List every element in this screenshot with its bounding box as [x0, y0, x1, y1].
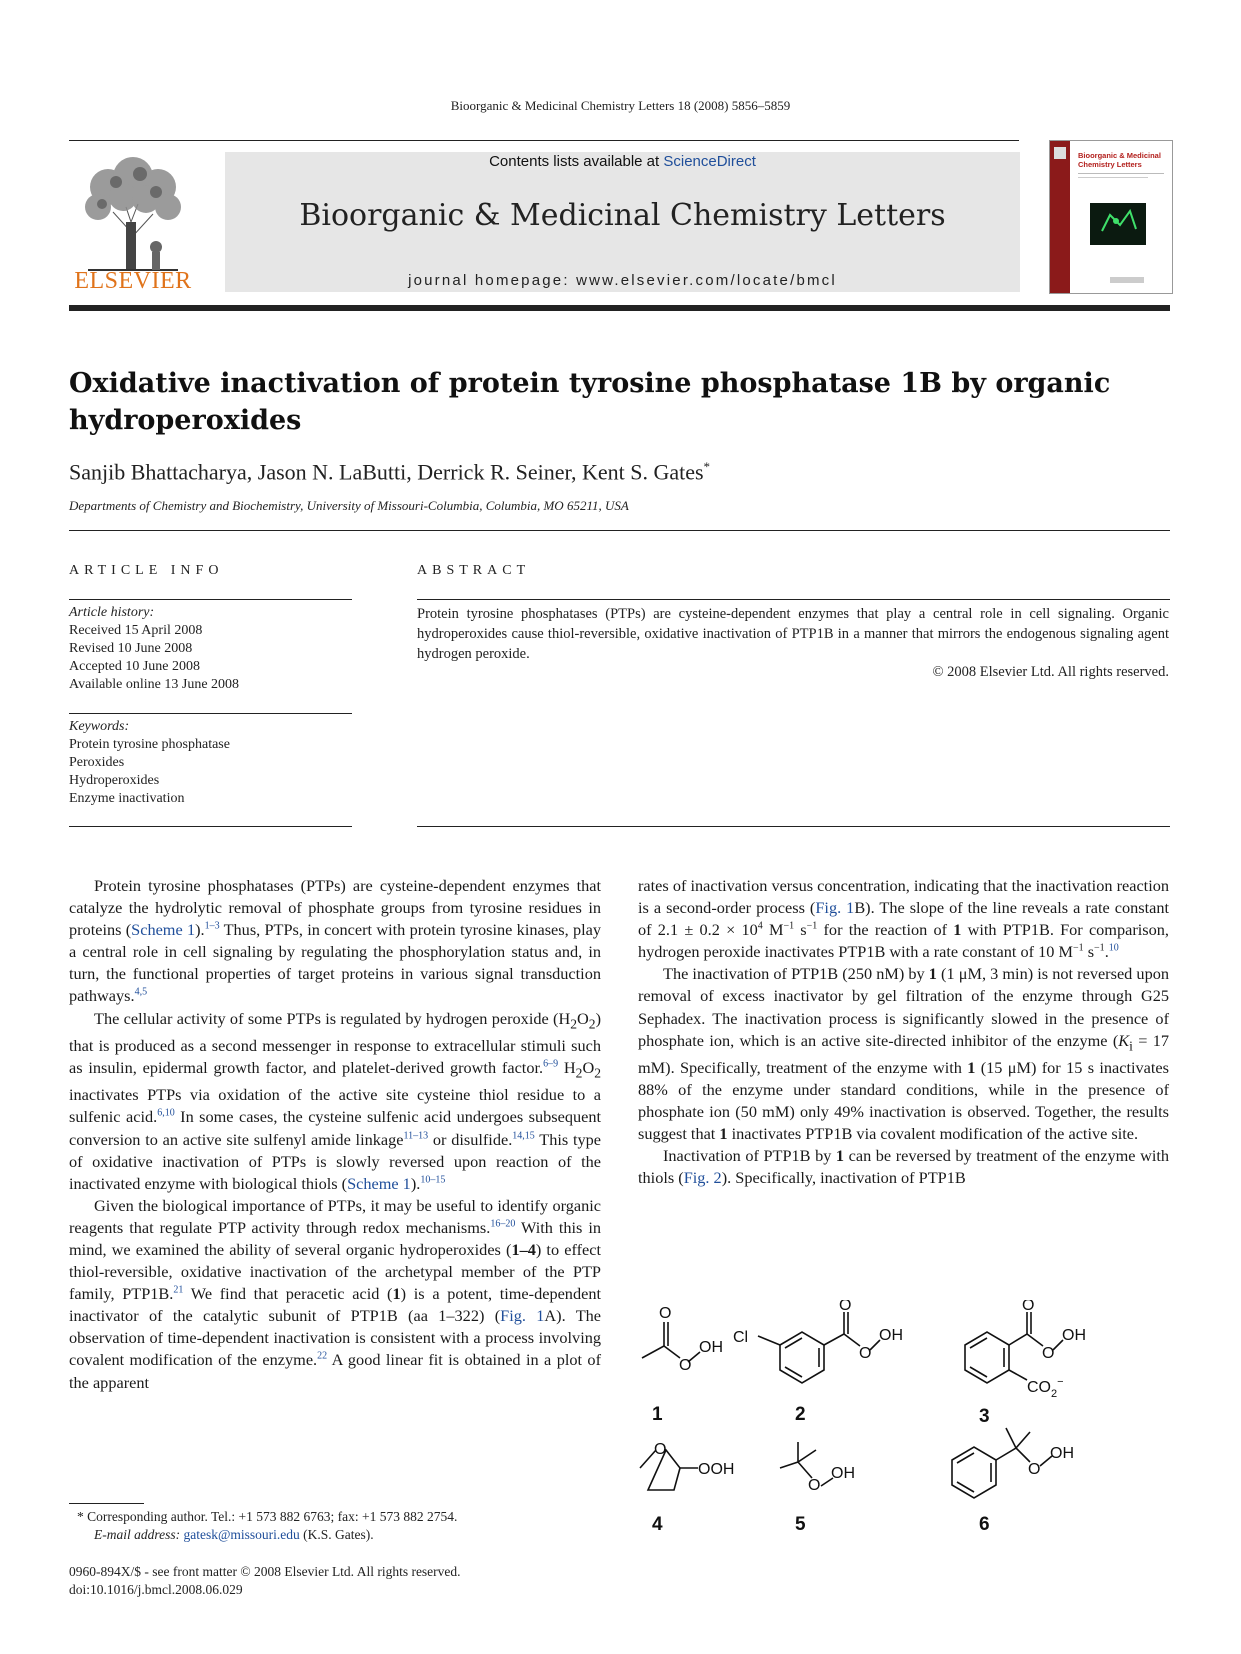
citation-ref[interactable]: 14,15 — [512, 1130, 535, 1142]
structures-svg — [630, 1300, 1190, 1560]
subscript: 2 — [570, 1015, 578, 1031]
paragraph — [69, 1008, 601, 1195]
text-run: With this in mind, we examined the ability of several organic hydroperoxides ( — [69, 1217, 601, 1259]
fig-1-link[interactable]: Fig. 1 — [815, 898, 855, 918]
exponent: 4 — [757, 920, 763, 932]
text-run: A good linear fit is obtained in a plot of the apparent — [69, 1350, 601, 1392]
history-received: Received 15 April 2008 — [69, 623, 203, 638]
exponent: −1 — [783, 920, 795, 932]
citation-ref[interactable]: 10–15 — [420, 1174, 446, 1186]
scheme-1-link[interactable]: Scheme 1 — [131, 920, 196, 940]
body-column-left — [69, 875, 601, 1394]
compound-label: 6 — [979, 1514, 990, 1535]
footnote-line — [69, 1508, 457, 1526]
fig-1-link[interactable]: Fig. 1 — [500, 1306, 545, 1326]
text-run: In some cases, the cysteine sulfenic acid undergoes subsequent conversion to an active site sulfenyl amide linkage — [69, 1107, 601, 1149]
text-run: Inactivation of PTP1B by — [663, 1146, 836, 1166]
citation-ref[interactable]: 21 — [173, 1284, 184, 1296]
text-run: rates of inactivation versus concentration, indicating that the inactivation reaction is a second-order process ( — [638, 876, 1169, 918]
text-run: The cellular activity of some PTPs is regulated by hydrogen peroxide (H — [94, 1008, 571, 1028]
text-run: ) that is produced as a second messenger in response to extracellular stimuli such as insulin, epidermal growth factor, and platelet-derived growth factor. — [69, 1008, 601, 1077]
citation-ref[interactable]: 11–13 — [403, 1130, 429, 1142]
footnote-contact: Corresponding author. Tel.: +1 573 882 6763; fax: +1 573 882 2754. — [83, 1509, 458, 1524]
text-run: O — [577, 1008, 589, 1028]
atom-label: O — [839, 1300, 852, 1314]
abstract-copyright: © 2008 Elsevier Ltd. All rights reserved. — [932, 664, 1169, 680]
keyword-item: Protein tyrosine phosphatase — [69, 737, 230, 752]
text-run: The inactivation of PTP1B (250 nM) by — [663, 964, 929, 984]
footnote-mark: * — [77, 1509, 84, 1524]
compound-number: 1 — [967, 1058, 976, 1077]
citation-ref[interactable]: 22 — [317, 1351, 328, 1363]
history-revised: Revised 10 June 2008 — [69, 641, 193, 656]
corresponding-author-footnote — [69, 1508, 457, 1544]
keyword-item: Hydroperoxides — [69, 773, 160, 788]
abstract-heading: ABSTRACT — [417, 563, 531, 578]
paragraph — [638, 963, 1169, 1145]
text-run: ). — [195, 920, 205, 940]
corresponding-author-mark[interactable]: * — [703, 459, 711, 474]
atom-label: OH — [831, 1465, 855, 1482]
exponent: −1 — [1072, 942, 1084, 954]
atom-label: O — [808, 1477, 821, 1494]
atom-label: O — [659, 1305, 672, 1322]
exponent: −1 — [1094, 942, 1105, 954]
article-info-heading: ARTICLE INFO — [69, 563, 224, 578]
atom-label: OH — [699, 1339, 723, 1356]
text-run: inactivates PTPs via oxidation of the active site cysteine thiol residue to a sulfenic acid. — [69, 1085, 601, 1127]
keywords — [69, 718, 230, 808]
compound-label: 4 — [652, 1514, 663, 1535]
paragraph — [69, 1195, 601, 1394]
front-matter — [69, 1563, 461, 1599]
atom-label: OH — [1050, 1445, 1074, 1462]
journal-homepage[interactable]: journal homepage: www.elsevier.com/locate/bmcl — [408, 272, 837, 289]
compound-number: 1 — [928, 964, 937, 984]
citation-ref[interactable]: 4,5 — [134, 987, 148, 999]
hydroperoxide-structures-figure — [630, 1300, 1190, 1560]
article-info-rule-bottom — [69, 826, 352, 827]
text-run: s — [1083, 942, 1095, 962]
atom-label: O — [1022, 1300, 1035, 1314]
atom-label: Cl — [733, 1329, 749, 1346]
keyword-item: Peroxides — [69, 755, 125, 770]
paragraph — [638, 875, 1169, 963]
atom-label: O — [679, 1357, 692, 1374]
text-run: (15 μM) for 15 s inactivates 88% of the enzyme under standard conditions, while in the presence of phosphate ion (50 mM) only 49% inactivation is observed. Together, the results suggest that — [638, 1058, 1169, 1144]
atom-label: OOH — [698, 1461, 735, 1478]
compound-label: 5 — [795, 1514, 806, 1535]
ki-symbol: K — [1118, 1030, 1130, 1050]
issn-line: 0960-894X/$ - see front matter © 2008 Elsevier Ltd. All rights reserved. — [69, 1564, 461, 1579]
text-run: or disulfide. — [428, 1129, 513, 1149]
atom-label: OH — [879, 1327, 903, 1344]
compound-number: 1 — [953, 920, 962, 940]
rule-below-affiliation — [69, 530, 1170, 531]
doi-line[interactable]: doi:10.1016/j.bmcl.2008.06.029 — [69, 1582, 243, 1597]
cover-image-icon — [1050, 141, 1172, 293]
text-run: H — [558, 1058, 576, 1077]
body-column-right — [638, 875, 1169, 1190]
journal-cover-thumbnail[interactable] — [1049, 140, 1173, 294]
text-run: We find that peracetic acid ( — [183, 1284, 393, 1304]
article-title — [69, 365, 1169, 439]
atom-label: CO — [1027, 1379, 1051, 1396]
atom-label: O — [1042, 1345, 1055, 1362]
citation-ref[interactable]: 16–20 — [490, 1218, 516, 1230]
atom-label: O — [654, 1441, 667, 1458]
abstract-rule-bottom — [417, 826, 1170, 827]
text-run: with PTP1B. For comparison, hydrogen peroxide inactivates PTP1B with a rate constant of 10 M — [638, 920, 1169, 962]
text-run: B). The slope of the line reveals a rate constant of 2.1 ± 0.2 × 10 — [638, 898, 1169, 940]
compound-number: 1 — [392, 1284, 401, 1304]
email-link[interactable]: gatesk@missouri.edu — [183, 1527, 300, 1542]
subscript: 2 — [575, 1065, 583, 1081]
text-run: Protein tyrosine phosphatases (PTPs) are cysteine-dependent enzymes that catalyze the hydrolytic removal of phosphate groups from tyrosine residues in proteins ( — [69, 876, 601, 940]
email-suffix: (K.S. Gates). — [299, 1527, 374, 1542]
subscript: i — [1129, 1037, 1133, 1053]
text-run: M — [762, 920, 784, 940]
text-run: can be reversed by treatment of the enzyme with thiols ( — [638, 1146, 1170, 1188]
keyword-item: Enzyme inactivation — [69, 791, 185, 806]
history-accepted: Accepted 10 June 2008 — [69, 659, 201, 674]
paragraph — [638, 1145, 1169, 1189]
sciencedirect-link[interactable]: ScienceDirect — [663, 153, 756, 170]
text-run: for the reaction of — [817, 920, 954, 940]
header-rule-top — [69, 140, 1019, 141]
carboxylate-label — [1027, 1376, 1064, 1400]
footnote-email-line — [69, 1526, 457, 1544]
text-run: ). — [410, 1173, 421, 1193]
header-rule-thick — [69, 305, 1170, 311]
article-info-rule-2 — [69, 713, 352, 714]
text-run: ) to effect thiol-reversible, oxidative inactivation of the archetypal member of the PTP family, PTP1B. — [69, 1240, 601, 1304]
superscript: − — [1057, 1376, 1064, 1388]
scheme-1-link[interactable]: Scheme 1 — [347, 1173, 411, 1193]
affiliation: Departments of Chemistry and Biochemistry, University of Missouri-Columbia, Columbia, MO 65211, USA — [69, 498, 629, 513]
text-run: ) is a potent, time-dependent inactivator of the catalytic subunit of PTP1B (aa 1–322) ( — [69, 1284, 601, 1326]
text-run: inactivates PTP1B via covalent modification of the active site. — [727, 1124, 1139, 1144]
compound-number: 1–4 — [511, 1240, 536, 1259]
article-title-line-2: hydroperoxides — [69, 405, 302, 436]
keywords-label: Keywords: — [69, 719, 130, 734]
exponent: −1 — [806, 920, 818, 932]
subscript: 2 — [594, 1065, 602, 1081]
citation-ref[interactable]: 6–9 — [543, 1058, 559, 1070]
compound-label: 1 — [652, 1404, 663, 1425]
article-title-line-1: Oxidative inactivation of protein tyrosine phosphatase 1B by organic — [69, 368, 1111, 399]
subscript: 2 — [588, 1015, 596, 1031]
article-history — [69, 604, 239, 694]
text-run: . — [1104, 942, 1109, 962]
text-run: This type of oxidative inactivation of PTPs is slowly reversed upon reaction of the inactivated enzyme with biological thiols ( — [69, 1129, 602, 1193]
history-online: Available online 13 June 2008 — [69, 677, 240, 692]
svg-text:Chemistry Letters: Chemistry Letters — [1078, 160, 1142, 169]
atom-label: O — [1028, 1461, 1041, 1478]
contents-prefix: Contents lists available at — [489, 153, 664, 170]
journal-citation: Bioorganic & Medicinal Chemistry Letters 18 (2008) 5856–5859 — [450, 98, 791, 113]
atom-label: OH — [1062, 1327, 1086, 1344]
text-run: = 17 mM). Specifically, treatment of the enzyme with — [638, 1030, 1169, 1077]
citation-ref[interactable]: 10 — [1108, 942, 1119, 954]
contents-line — [225, 153, 1020, 170]
text-run: Given the biological importance of PTPs, it may be useful to identify organic reagents that regulate PTP activity through redox mechanisms. — [69, 1195, 601, 1237]
compound-number: 1 — [719, 1124, 728, 1144]
elsevier-wordmark: ELSEVIER — [74, 268, 192, 294]
author-list — [69, 459, 710, 485]
text-run: s — [794, 920, 807, 940]
article-info-rule-1 — [69, 599, 352, 600]
compound-label: 3 — [979, 1406, 990, 1427]
subscript: 2 — [1051, 1388, 1058, 1400]
text-run: O — [582, 1058, 595, 1077]
history-label: Article history: — [69, 605, 155, 620]
fig-2-link[interactable]: Fig. 2 — [683, 1168, 722, 1188]
email-label: E-mail address: — [94, 1527, 184, 1542]
citation-ref[interactable]: 6,10 — [157, 1108, 175, 1120]
compound-number: 1 — [835, 1146, 845, 1166]
footnote-rule — [69, 1503, 144, 1504]
text-run: (1 μM, 3 min) is not reversed upon removal of excess inactivator by gel filtration of the enzyme through G25 Sephadex. The inactivation process is significantly slowed in the presence of phosphate ion, which is an active site-directed inhibitor of the enzyme ( — [638, 964, 1169, 1050]
abstract-text: Protein tyrosine phosphatases (PTPs) are cysteine-dependent enzymes that play a central role in cell signaling. Organic hydroperoxides cause thiol-reversible, oxidative inactivation of PTP1B in a manner that mirrors the endogenous signaling agent hydrogen peroxide. — [417, 606, 1169, 662]
svg-text:Bioorganic & Medicinal: Bioorganic & Medicinal — [1078, 151, 1161, 160]
text-run: A). The observation of time-dependent inactivation is consistent with a process involving covalent modification of the enzyme. — [69, 1306, 602, 1370]
abstract-rule-top — [417, 599, 1170, 600]
atom-label: O — [859, 1345, 872, 1362]
text-run: ). Specifically, inactivation of PTP1B — [721, 1168, 966, 1188]
author-names: Sanjib Bhattacharya, Jason N. LaButti, Derrick R. Seiner, Kent S. Gates — [69, 459, 704, 485]
text-run: Thus, PTPs, in concert with protein tyrosine kinases, play a central role in cell signaling by regulating the phosphorylation status and, in turn, the functional properties of target proteins in various signal transduction pathways. — [69, 920, 601, 1006]
paragraph — [69, 875, 601, 1008]
compound-label: 2 — [795, 1404, 806, 1425]
tree-icon — [68, 152, 198, 272]
citation-ref[interactable]: 1–3 — [204, 920, 220, 932]
journal-title: Bioorganic & Medicinal Chemistry Letters — [299, 198, 946, 233]
